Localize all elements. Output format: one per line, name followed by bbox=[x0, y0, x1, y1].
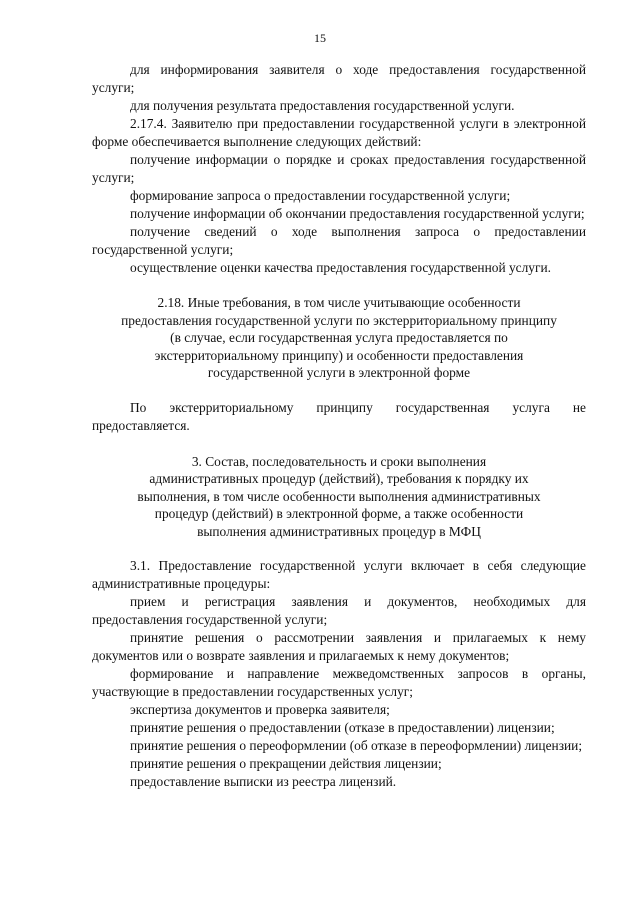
paragraph: По экстерриториальному принципу государственная услуга не предоставляется. bbox=[92, 399, 586, 433]
paragraph: 3.1. Предоставление государственной услуги включает в себя следующие административные процедуры: bbox=[92, 558, 586, 591]
paragraph: принятие решения о рассмотрении заявления и прилагаемых к нему документов или о возврате заявления и прилагаемых к нему документов; bbox=[92, 630, 586, 663]
heading-line: процедур (действий) в электронной форме, а также особенности bbox=[154, 506, 524, 521]
paragraph: принятие решения о переоформлении (об отказе в переоформлении) лицензии; bbox=[130, 738, 583, 753]
paragraph: формирование и направление межведомственных запросов в органы, участвующие в предоставлении государственных услуг; bbox=[92, 666, 586, 699]
paragraph: осуществление оценки качества предоставления государственной услуги. bbox=[130, 260, 551, 275]
heading-line: 3. Состав, последовательность и сроки выполнения bbox=[191, 453, 487, 469]
paragraph: для получения результата предоставления государственной услуги. bbox=[130, 98, 515, 113]
page-number: 15 bbox=[314, 31, 326, 45]
heading-line: предоставления государственной услуги по экстерриториальному принципу bbox=[121, 312, 557, 328]
heading-line: административных процедур (действий), требования к порядку их bbox=[149, 471, 529, 486]
heading-line: экстерриториальному принципу) и особенности предоставления bbox=[154, 347, 524, 363]
heading-line: государственной услуги в электронной форме bbox=[207, 365, 471, 380]
paragraph: для информирования заявителя о ходе предоставления государственной услуги; bbox=[92, 62, 586, 95]
paragraph: принятие решения о прекращении действия лицензии; bbox=[130, 756, 442, 771]
section-2-17-continued bbox=[92, 61, 586, 791]
heading-line: (в случае, если государственная услуга предоставляется по bbox=[170, 330, 508, 345]
paragraph: экспертиза документов и проверка заявителя; bbox=[130, 702, 390, 717]
heading-2-18 bbox=[92, 294, 586, 382]
paragraph: предоставление выписки из реестра лицензий. bbox=[130, 774, 397, 789]
paragraph: получение информации об окончании предоставления государственной услуги; bbox=[130, 206, 585, 221]
paragraph: получение сведений о ходе выполнения запроса о предоставлении государственной услуги; bbox=[92, 224, 586, 257]
paragraph: формирование запроса о предоставлении государственной услуги; bbox=[130, 188, 511, 203]
heading-line: выполнения, в том числе особенности выполнения административных bbox=[137, 488, 541, 504]
paragraph: принятие решения о предоставлении (отказе в предоставлении) лицензии; bbox=[130, 720, 555, 735]
paragraph: получение информации о порядке и сроках предоставления государственной услуги; bbox=[92, 152, 586, 185]
heading-line: выполнения административных процедур в МФЦ bbox=[197, 523, 481, 539]
heading-line: 2.18. Иные требования, в том числе учитывающие особенности bbox=[157, 295, 521, 310]
paragraph: прием и регистрация заявления и документов, необходимых для предоставления государственной услуги; bbox=[92, 594, 586, 627]
heading-section-3 bbox=[92, 453, 586, 541]
paragraph: 2.17.4. Заявителю при предоставлении государственной услуги в электронной форме обеспечивается выполнение следующих действий: bbox=[92, 116, 586, 149]
